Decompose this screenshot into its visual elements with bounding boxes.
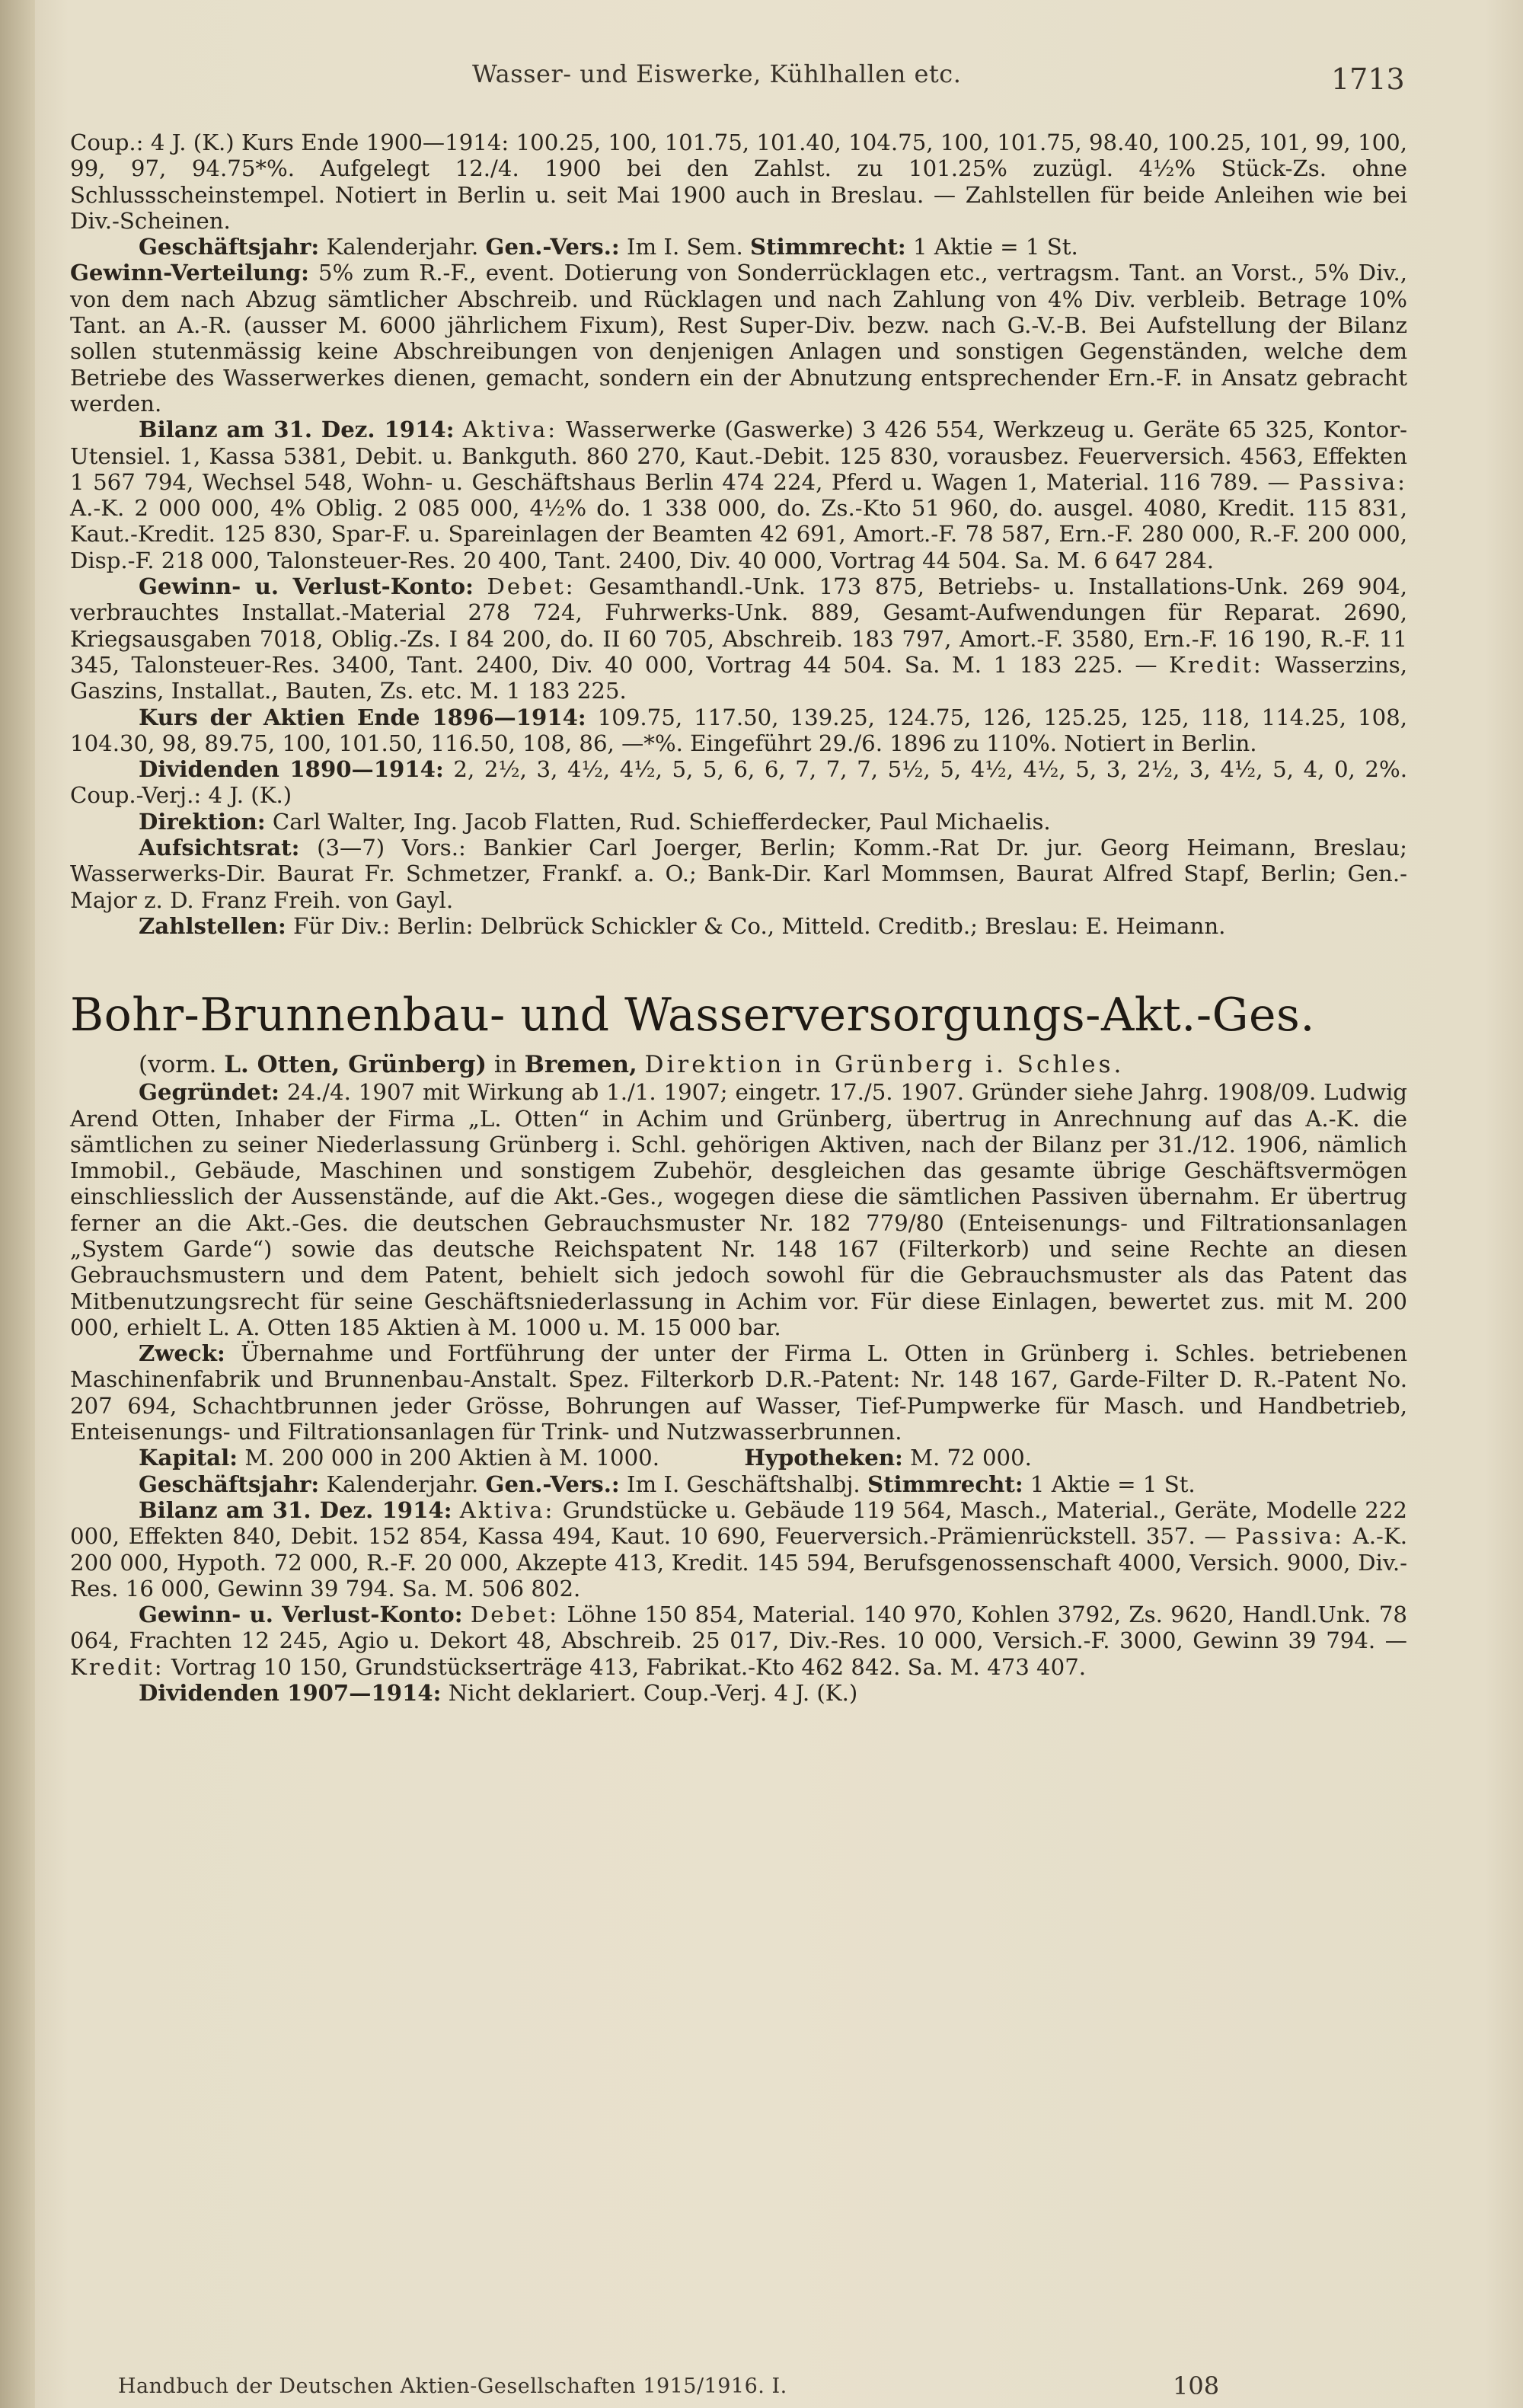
label: Gen.-Vers.: <box>485 234 620 260</box>
value: Carl Walter, Ing. Jacob Flatten, Rud. Schiefferdecker, Paul Michaelis. <box>272 808 1051 835</box>
paying-agents-paragraph <box>70 913 1407 939</box>
label: Dividenden 1907—1914: <box>139 1680 442 1707</box>
capital-paragraph <box>70 1445 1407 1471</box>
supervisory-board-paragraph <box>70 835 1407 913</box>
footer-sheet-number: 108 <box>1173 2371 1220 2400</box>
running-header <box>0 59 1523 105</box>
label: Kurs der Aktien Ende 1896—1914: <box>139 704 586 730</box>
label: Kredit: <box>70 1653 164 1680</box>
business-year-paragraph <box>70 234 1407 260</box>
label: Passiva: <box>1235 1523 1345 1550</box>
value: Kalenderjahr. <box>326 1471 479 1497</box>
label: Bilanz am 31. Dez. 1914: <box>139 1496 452 1523</box>
label: Zweck: <box>139 1340 225 1367</box>
label: Gen.-Vers.: <box>485 1471 620 1497</box>
label: Gewinn-Verteilung: <box>70 260 309 286</box>
value: Grundstücke u. Gebäude 119 564, Masch., Material., Geräte, Modelle 222 000, Effekten 840, Debit. 152 854, Kassa 494, Kaut. 10 690, Feuerversich.-Prämienrückstell. 357. — <box>70 1496 1407 1550</box>
value: 24./4. 1907 mit Wirkung ab 1./1. 1907; eingetr. 17./5. 1907. Gründer siehe Jahrg. 1908/09. Ludwig Arend Otten, Inhaber der Firma „L. Otten“ in Achim und Grünberg, übertrug in Anrechnung auf das A.-K. die sämtlichen zu seiner Niederlassung Grünberg i. Schl. gehörigen Aktiven, nach der Bilanz per 31./12. 1906, nämlich Immobil., Gebäude, Maschinen und sonstigem Zubehör, desgleichen das gesamte übrige Geschäftsvermögen einschliesslich der Aussenstände, auf die Akt.-Ges., wogegen diese die sämtlichen Passiven übernahm. Er übertrug ferner an die Akt.-Ges. die deutschen Gebrauchsmuster Nr. 182 779/80 (Enteisenungs- und Filtrationsanlagen „System Garde“) sowie das deutsche Reichspatent Nr. 148 167 (Filterkorb) und seine Rechte an diesen Gebrauchsmustern und dem Patent, behielt sich jedoch sowohl für die Gebrauchsmuster als das Patent das Mitbenutzungsrecht für seine Geschäftsniederlassung in Achim vor. Für diese Einlagen, bewertet zus. mit M. 200 000, erhielt L. A. Otten 185 Aktien à M. 1000 u. M. 15 000 bar. <box>70 1079 1407 1340</box>
label: Stimmrecht: <box>750 234 906 260</box>
label: Geschäftsjahr: <box>139 1471 320 1497</box>
value: 1 Aktie = 1 St. <box>1030 1471 1196 1497</box>
direktion-location: Direktion in Grünberg i. Schles. <box>644 1051 1125 1079</box>
value: Wasserwerke (Gaswerke) 3 426 554, Werkzeug u. Geräte 65 325, Kontor-Utensiel. 1, Kassa 5381, Debit. u. Bankguth. 860 270, Kaut.-Debit. 125 830, vorausbez. Feuerversich. 4563, Effekten 1 567 794, Wechsel 548, Wohn- u. Geschäftshaus Berlin 474 224, Pferd u. Wagen 1, Material. 116 789. — <box>70 417 1407 495</box>
value: 1 Aktie = 1 St. <box>912 234 1078 260</box>
coupon-text: Coup.: 4 J. (K.) Kurs Ende 1900—1914: 100.25, 100, 101.75, 101.40, 104.75, 100, 101.75, 98.40, 100.25, 101, 99, 100, 99, 97, 94.75*%. Aufgelegt 12./4. 1900 bei den Zahlst. zu 101.25% zuzügl. 4½% Stück-Zs. ohne Schlussscheinstempel. Notiert in Berlin u. seit Mai 1900 auch in Breslau. — Zahlstellen für beide Anleihen wie bei Div.-Scheinen. <box>70 129 1407 234</box>
value: A.-K. 200 000, Hypoth. 72 000, R.-F. 20 000, Akzepte 413, Kredit. 145 594, Berufsgenossenschaft 4000, Versich. 9000, Div.-Res. 16 000, Gewinn 39 794. Sa. M. 506 802. <box>70 1523 1407 1602</box>
label: Direktion: <box>139 808 266 835</box>
balance-paragraph <box>70 417 1407 573</box>
footer <box>118 2371 1336 2405</box>
label: Aktiva: <box>459 1496 555 1523</box>
company-subtitle <box>70 1050 1407 1079</box>
label: Passiva: <box>1298 468 1407 495</box>
value: M. 200 000 in 200 Aktien à M. 1000. <box>244 1445 659 1471</box>
label: Kredit: <box>1169 651 1263 678</box>
page-number: 1713 <box>1331 62 1405 96</box>
label: Geschäftsjahr: <box>139 234 320 260</box>
value: Löhne 150 854, Material. 140 970, Kohlen 3792, Zs. 9620, Handl.Unk. 78 064, Frachten 12 245, Agio u. Dekort 48, Abschreib. 25 017, Div.-Res. 10 000, Versich.-F. 3000, Gewinn 39 794. — <box>70 1602 1407 1654</box>
value: Wasserzins, Gaszins, Installat., Bauten, Zs. etc. M. 1 183 225. <box>70 651 1408 704</box>
value: Nicht deklariert. Coup.-Verj. 4 J. (K.) <box>448 1680 858 1707</box>
label: Gewinn- u. Verlust-Konto: <box>139 1602 463 1628</box>
value: Im I. Sem. <box>626 234 743 260</box>
business-year-paragraph-2 <box>70 1471 1407 1497</box>
management-paragraph <box>70 809 1407 835</box>
label: Gewinn- u. Verlust-Konto: <box>139 573 474 600</box>
profit-loss-paragraph-2 <box>70 1602 1407 1680</box>
label: Dividenden 1890—1914: <box>139 756 444 783</box>
label: Debet: <box>470 1602 560 1628</box>
purpose-paragraph <box>70 1340 1407 1445</box>
book-spine-shadow <box>0 0 35 2408</box>
dividends-paragraph-2 <box>70 1680 1407 1706</box>
label: Aufsichtsrat: <box>139 835 300 861</box>
value: 2, 2½, 3, 4½, 4½, 5, 5, 6, 6, 7, 7, 7, 5½, 5, 4½, 4½, 5, 3, 2½, 3, 4½, 5, 4, 0, 2%. Coup.-Verj.: 4 J. (K.) <box>70 756 1408 809</box>
label: Hypotheken: <box>744 1445 903 1471</box>
footer-source: Handbuch der Deutschen Aktien-Gesellschaften 1915/1916. I. <box>118 2374 787 2398</box>
value: A.-K. 2 000 000, 4% Oblig. 2 085 000, 4½% do. 1 338 000, do. Zs.-Kto 51 960, do. ausgel. 4080, Kredit. 115 831, Kaut.-Kredit. 125 830, Spar-F. u. Spareinlagen der Beamten 42 691, Amort.-F. 78 587, Ern.-F. 280 000, R.-F. 200 000, Disp.-F. 218 000, Talonsteuer-Res. 20 400, Tant. 2400, Div. 40 000, Vortrag 44 504. Sa. M. 6 647 284. <box>70 495 1407 573</box>
profit-distribution-paragraph <box>70 260 1407 417</box>
balance-paragraph-2 <box>70 1497 1407 1602</box>
city: Bremen, <box>524 1051 637 1079</box>
label: Gegründet: <box>139 1079 279 1106</box>
value: Kalenderjahr. <box>326 234 479 260</box>
share-price-paragraph <box>70 704 1407 757</box>
company-title: Bohr-Brunnenbau- und Wasserversorgungs-Akt.-Ges. <box>70 988 1315 1043</box>
value: Für Div.: Berlin: Delbrück Schickler & Co., Mitteld. Creditb.; Breslau: E. Heimann. <box>293 912 1226 939</box>
profit-loss-paragraph <box>70 573 1407 704</box>
value: (3—7) Vors.: Bankier Carl Joerger, Berlin; Komm.-Rat Dr. jur. Georg Heimann, Breslau; Wasserwerks-Dir. Baurat Fr. Schmetzer, Frankf. a. O.; Bank-Dir. Karl Mommsen, Baurat Alfred Stapf, Berlin; Gen.-Major z. D. Franz Freih. von Gayl. <box>70 835 1408 913</box>
former-company: L. Otten, Grünberg) <box>224 1051 487 1079</box>
label: Debet: <box>487 573 576 600</box>
value: M. 72 000. <box>910 1445 1032 1471</box>
main-text <box>70 129 1407 1706</box>
coupon-paragraph <box>70 129 1407 234</box>
value: Im I. Geschäftshalbj. <box>626 1471 860 1497</box>
sub-pre: (vorm. <box>139 1051 217 1079</box>
value: Vortrag 10 150, Grundstückserträge 413, Fabrikat.-Kto 462 842. Sa. M. 473 407. <box>171 1653 1087 1680</box>
value: 5% zum R.-F., event. Dotierung von Sonderrücklagen etc., vertragsm. Tant. an Vorst., 5% Div., von dem nach Abzug sämtlicher Abschreib. und Rücklagen und nach Zahlung von 4% Div. verbleib. Betrage 10% Tant. an A.-R. (ausser M. 6000 jährlichem Fixum), Rest Super-Div. bezw. nach G.-V.-B. Bei Aufstellung der Bilanz sollen stutenmässig keine Abschreibungen von denjenigen Anlagen und sonstigen Gegenständen, welche dem Betriebe des Wasserwerkes dienen, gemacht, sondern ein der Abnutzung entsprechender Ern.-F. in Ansatz gebracht werden. <box>70 260 1407 417</box>
founded-paragraph <box>70 1079 1407 1340</box>
header-title: Wasser- und Eiswerke, Kühlhallen etc. <box>472 59 962 88</box>
dividends-paragraph <box>70 756 1407 809</box>
label: Kapital: <box>139 1445 238 1471</box>
value: Gesamthandl.-Unk. 173 875, Betriebs- u. Installations-Unk. 269 904, verbrauchtes Installat.-Material 278 724, Fuhrwerks-Unk. 889, Gesamt-Aufwendungen für Reparat. 2690, Kriegsausgaben 7018, Oblig.-Zs. I 84 200, do. II 60 705, Abschreib. 183 797, Amort.-F. 3580, Ern.-F. 16 190, R.-F. 11 345, Talonsteuer-Res. 3400, Tant. 2400, Div. 40 000, Vortrag 44 504. Sa. M. 1 183 225. — <box>70 573 1407 678</box>
sub-in: in <box>493 1051 517 1079</box>
label: Stimmrecht: <box>867 1471 1023 1497</box>
value: 109.75, 117.50, 139.25, 124.75, 126, 125.25, 125, 118, 114.25, 108, 104.30, 98, 89.75, 100, 101.50, 116.50, 108, 86, —*%. Eingeführt 29./6. 1896 zu 110%. Notiert in Berlin. <box>70 704 1408 756</box>
label: Bilanz am 31. Dez. 1914: <box>139 417 455 443</box>
label: Zahlstellen: <box>139 912 286 939</box>
value: Übernahme und Fortführung der unter der Firma L. Otten in Grünberg i. Schles. betriebenen Maschinenfabrik und Brunnenbau-Anstalt. Spez. Filterkorb D.R.-Patent: Nr. 148 167, Garde-Filter D. R.-Patent No. 207 694, Schachtbrunnen jeder Grösse, Bohrungen auf Wasser, Tief-Pumpwerke für Masch. und Handbetrieb, Enteisenungs- und Filtrationsanlagen für Trink- und Nutzwasserbrunnen. <box>70 1340 1407 1445</box>
label: Aktiva: <box>462 417 558 443</box>
